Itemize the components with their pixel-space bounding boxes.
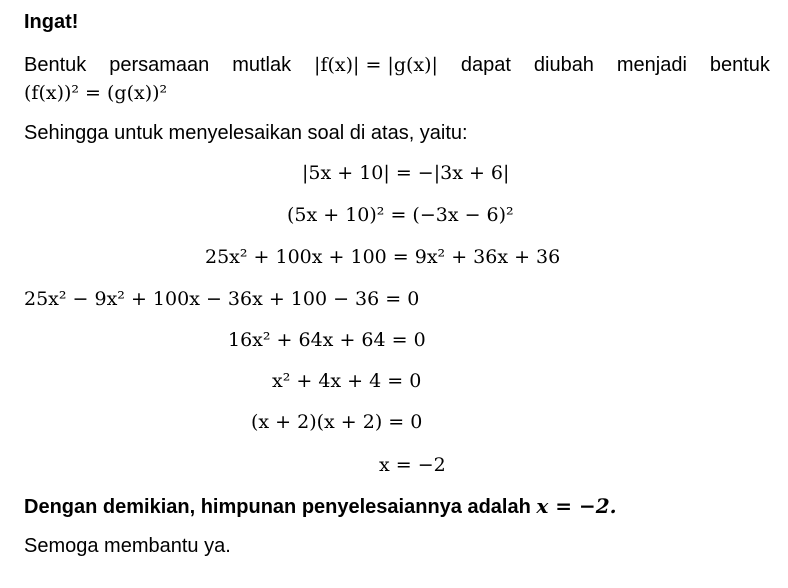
rule-word: mutlak (232, 54, 292, 76)
closing-text: Semoga membantu ya. (24, 535, 231, 557)
conclusion-text: Dengan demikian, himpunan penyelesaiannya adalah (24, 496, 531, 518)
rule-word: bentuk (709, 54, 770, 76)
conclusion (24, 493, 617, 520)
intro-text: Sehingga untuk menyelesaikan soal di atas, yaitu: (24, 122, 468, 144)
rule-word: Bentuk (24, 54, 87, 76)
rule-equation: |f(x)| = |g(x)| (314, 54, 438, 76)
rule-word: persamaan (109, 54, 210, 76)
step-4: 25x² − 9x² + 100x − 36x + 100 − 36 = 0 (24, 288, 420, 310)
conclusion-math: x = −2. (536, 494, 617, 518)
step-5: 16x² + 64x + 64 = 0 (228, 329, 426, 351)
rule-word: dapat (460, 54, 511, 76)
step-7: (x + 2)(x + 2) = 0 (251, 411, 423, 433)
rule-word: diubah (533, 54, 594, 76)
rule-line-1 (24, 52, 770, 78)
step-2: (5x + 10)² = (−3x − 6)² (287, 204, 514, 226)
rule-line-2: (f(x))² = (g(x))² (24, 82, 168, 104)
rule-word: menjadi (616, 54, 687, 76)
step-8: x = −2 (379, 454, 446, 476)
heading: Ingat! (24, 11, 79, 33)
step-1: |5x + 10| = −|3x + 6| (302, 162, 510, 184)
step-6: x² + 4x + 4 = 0 (272, 370, 422, 392)
step-3: 25x² + 100x + 100 = 9x² + 36x + 36 (205, 246, 561, 268)
